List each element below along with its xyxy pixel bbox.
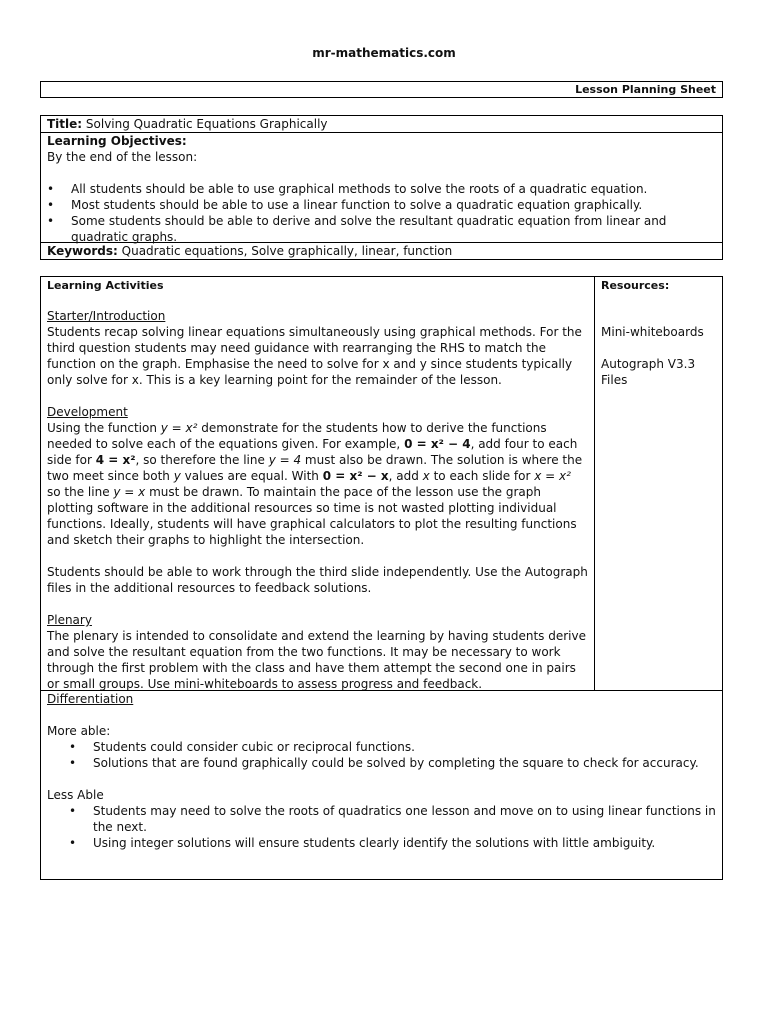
more-able-label: More able: bbox=[47, 724, 111, 738]
plenary-heading: Plenary bbox=[47, 613, 92, 627]
math-expression: 0 = x² − 4 bbox=[404, 437, 471, 451]
list-item: • Students could consider cubic or reciprocal functions. bbox=[47, 739, 716, 755]
site-name: mr-mathematics.com bbox=[312, 46, 456, 60]
list-item: • Students may need to solve the roots of quadratics one lesson and move on to using linear functions in the next. bbox=[47, 803, 716, 835]
starter-text: Students recap solving linear equations simultaneously using graphical methods. For the third question students may need guidance with rearranging the RHS to match the function on the graph. Emphasise the need to solve for x and y since students typically only solve for x. This is a key learning point for the remainder of the lesson. bbox=[47, 325, 582, 387]
resources-heading: Resources: bbox=[601, 279, 670, 292]
math-expression: x bbox=[422, 469, 430, 483]
keywords-label: Keywords: bbox=[47, 244, 118, 258]
activities-heading: Learning Activities bbox=[47, 279, 164, 292]
objective-item: • All students should be able to use graphical methods to solve the roots of a quadratic equation. bbox=[47, 181, 716, 197]
plenary-text: The plenary is intended to consolidate and extend the learning by having students derive and solve the resultant equation from the two functions. It may be necessary to work through the first problem with the class and have them attempt the second one in pairs or small groups. Use mini-whiteboards to assess progress and feedback. bbox=[47, 629, 587, 691]
math-expression: y = 4 bbox=[268, 453, 302, 467]
math-expression: 0 = x² − x bbox=[322, 469, 389, 483]
more-able-list bbox=[47, 739, 716, 771]
objectives-intro: By the end of the lesson: bbox=[47, 150, 198, 164]
learning-activities bbox=[41, 277, 595, 690]
development-text-2: Students should be able to work through the third slide independently. Use the Autograph files in the additional resources to feedback solutions. bbox=[47, 565, 588, 595]
activities-table bbox=[40, 276, 723, 880]
differentiation-section bbox=[41, 690, 722, 879]
objective-item: • Most students should be able to use a linear function to solve a quadratic equation graphically. bbox=[47, 197, 716, 213]
objectives-table bbox=[40, 115, 723, 260]
math-expression: 4 = x² bbox=[95, 453, 136, 467]
sheet-title: Lesson Planning Sheet bbox=[575, 83, 716, 96]
differentiation-heading: Differentiation bbox=[47, 692, 134, 706]
objectives-label: Learning Objectives: bbox=[47, 134, 187, 148]
keywords-value: Quadratic equations, Solve graphically, linear, function bbox=[117, 244, 453, 258]
title-value: Solving Quadratic Equations Graphically bbox=[82, 117, 328, 131]
less-able-label: Less Able bbox=[47, 788, 104, 802]
objectives-list bbox=[47, 181, 716, 245]
less-able-list bbox=[47, 803, 716, 851]
math-expression: y = x² bbox=[160, 421, 198, 435]
sheet-header bbox=[40, 81, 723, 98]
math-expression: x = x² bbox=[534, 469, 571, 483]
resource-item: Mini-whiteboards bbox=[601, 325, 704, 339]
list-item: • Solutions that are found graphically could be solved by completing the square to check for accuracy. bbox=[47, 755, 716, 771]
math-expression: y bbox=[173, 469, 181, 483]
keywords-row bbox=[41, 243, 722, 259]
title-row bbox=[41, 116, 722, 133]
title-label: Title: bbox=[47, 117, 83, 131]
starter-heading: Starter/Introduction bbox=[47, 309, 166, 323]
learning-objectives bbox=[41, 133, 722, 243]
list-item: • Using integer solutions will ensure students clearly identify the solutions with little ambiguity. bbox=[47, 835, 716, 851]
resource-item: Autograph V3.3 Files bbox=[601, 357, 696, 387]
development-text: Using the function y = x² demonstrate for the students how to derive the functions needed to solve each of the equations given. For example, 0 = x² − 4, add four to each side for 4 = x², so therefore the line y = 4 must also be drawn. The solution is where the two meet since both y values are equal. With 0 = x² − x, add x to each slide for x = x² so the line y = x must be drawn. To maintain the pace of the lesson use the graph plotting software in the additional resources so time is not wasted plotting individual functions. Ideally, students will have graphical calculators to plot the resulting functions and sketch their graphs to highlight the intersection. bbox=[47, 421, 583, 547]
objective-item: • Some students should be able to derive and solve the resultant quadratic equation from linear and quadratic graphs. bbox=[47, 213, 716, 245]
development-heading: Development bbox=[47, 405, 128, 419]
math-expression: y = x bbox=[113, 485, 146, 499]
resources-column bbox=[595, 277, 722, 690]
